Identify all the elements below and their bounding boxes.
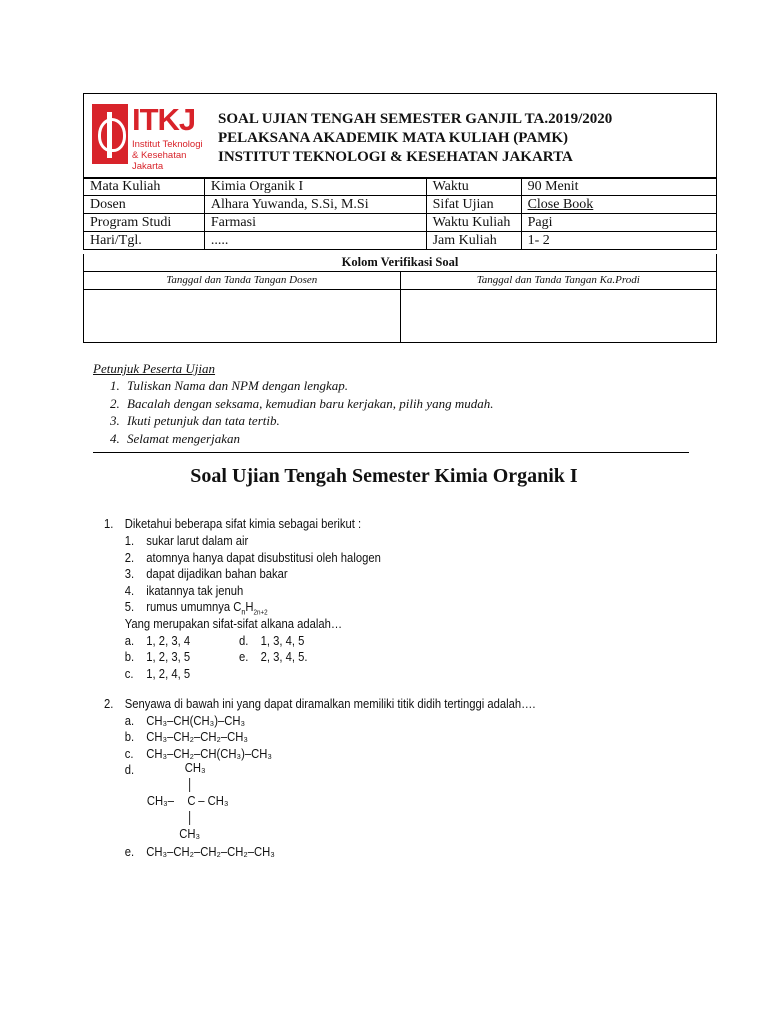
question-text: Diketahui beberapa sifat kimia sebagai berikut : — [124, 517, 362, 531]
option-value: CH₃–CH(CH₃)–CH₃ — [146, 713, 246, 728]
option-value: 1, 2, 3, 5 — [146, 650, 191, 664]
prop-number: 3. — [124, 567, 135, 581]
prop-text: ikatannya tak jenuh — [146, 583, 244, 598]
prop-text: atomnya hanya dapat disubstitusi oleh halogen — [146, 550, 381, 565]
info-value: Pagi — [521, 214, 716, 232]
verification-section — [83, 254, 717, 343]
instructions — [93, 360, 493, 447]
header-line-1: SOAL UJIAN TENGAH SEMESTER GANJIL TA.2019/2020 — [218, 111, 613, 127]
info-label: Sifat Ujian — [426, 196, 521, 214]
divider — [93, 452, 689, 453]
prop-number: 2. — [124, 550, 135, 565]
header-line-2: PELAKSANA AKADEMIK MATA KULIAH (PAMK) — [218, 130, 569, 146]
info-label: Waktu Kuliah — [426, 214, 521, 232]
table-row — [84, 232, 717, 250]
header-title-box — [83, 93, 717, 179]
prop-number: 5. — [124, 600, 135, 614]
header-line-3: INSTITUT TEKNOLOGI & KESEHATAN JAKARTA — [218, 149, 573, 165]
prop-text: sukar larut dalam air — [146, 534, 249, 548]
methyl-bottom: CH₃ — [179, 827, 201, 841]
table-row — [84, 196, 717, 214]
info-label: Dosen — [84, 196, 205, 214]
prop-text: rumus umumnya $C_nH_{2n+2}$ — [146, 600, 268, 617]
bond-line — [189, 778, 190, 792]
head-signature-box — [401, 290, 717, 342]
instructions-title: Petunjuk Peserta Ujian — [93, 361, 216, 376]
option-value: 2, 3, 4, 5. — [260, 650, 308, 664]
prop-number: 1. — [124, 534, 135, 548]
info-label: Jam Kuliah — [426, 232, 521, 250]
option-value: CH₃–CH₂–CH₂–CH₃ — [146, 730, 248, 744]
exam-title: Soal Ujian Tengah Semester Kimia Organik I — [190, 465, 578, 487]
table-row — [84, 178, 717, 196]
option-value: 1, 2, 4, 5 — [146, 666, 191, 681]
info-label: Program Studi — [84, 214, 205, 232]
option-key: c. — [124, 746, 134, 761]
option-key: a. — [124, 633, 135, 648]
central-carbon: C — [187, 794, 196, 808]
course-info-table — [83, 177, 717, 250]
lecturer-signature-box — [84, 290, 401, 342]
head-signature-label: Tanggal dan Tanda Tangan Ka.Prodi — [476, 274, 640, 286]
option-key: b. — [124, 650, 135, 664]
info-value: 1- 2 — [521, 232, 716, 250]
info-value: 90 Menit — [521, 178, 716, 196]
option-key: d. — [239, 633, 249, 648]
question-prompt: Yang merupakan sifat-sifat alkana adalah… — [124, 617, 343, 631]
bond-line — [189, 811, 190, 825]
option-key: e. — [239, 650, 249, 664]
list-item: 2. Bacalah dengan seksama, kemudian baru kerjakan, pilih yang mudah. — [123, 395, 493, 413]
info-value: Farmasi — [204, 214, 426, 232]
question-number: 2. — [104, 697, 114, 711]
option-key: b. — [124, 730, 135, 744]
table-row — [84, 214, 717, 232]
list-item: 1. Tuliskan Nama dan NPM dengan lengkap. — [123, 377, 493, 395]
itkj-logo — [92, 102, 207, 172]
list-item: 4. Selamat mengerjakan — [123, 430, 493, 448]
info-label: Waktu — [426, 178, 521, 196]
option-value: CH₃–CH₂–CH(CH₃)–CH₃ — [146, 746, 272, 761]
info-value: Alhara Yuwanda, S.Si, M.Si — [204, 196, 426, 214]
info-label: Hari/Tgl. — [84, 232, 205, 250]
info-label: Mata Kuliah — [84, 178, 205, 196]
prop-number: 4. — [124, 583, 135, 598]
logo-subtitle: Institut Teknologi & Kesehatan Jakarta — [132, 139, 203, 172]
question-number: 1. — [104, 517, 114, 531]
option-key: a. — [124, 713, 135, 728]
lecturer-signature-label: Tanggal dan Tanda Tangan Dosen — [84, 272, 401, 289]
prop-text: dapat dijadikan bahan bakar — [146, 567, 288, 581]
question-text: Senyawa di bawah ini yang dapat diramalkan memiliki titik didih tertinggi adalah…. — [124, 697, 536, 711]
info-value: Close Book — [521, 196, 716, 214]
option-key: c. — [124, 666, 134, 681]
list-item: 3. Ikuti petunjuk dan tata tertib. — [123, 412, 493, 430]
option-key: d. — [124, 763, 135, 777]
verification-title: Kolom Verifikasi Soal — [84, 254, 716, 272]
methyl-left: CH₃– — [146, 794, 174, 808]
option-value: CH₃–CH₂–CH₂–CH₂–CH₃ — [146, 845, 275, 859]
option-value: 1, 2, 3, 4 — [146, 633, 191, 648]
info-value: ..... — [204, 232, 426, 250]
info-value: Kimia Organik I — [204, 178, 426, 196]
logo-emblem-icon — [92, 104, 128, 164]
option-value: 1, 3, 4, 5 — [260, 633, 305, 648]
exam-header — [83, 93, 717, 342]
methyl-right: – CH₃ — [198, 794, 229, 808]
methyl-top: CH₃ — [184, 761, 206, 775]
logo-name: ITKJ — [132, 102, 196, 137]
option-key: e. — [124, 845, 135, 859]
